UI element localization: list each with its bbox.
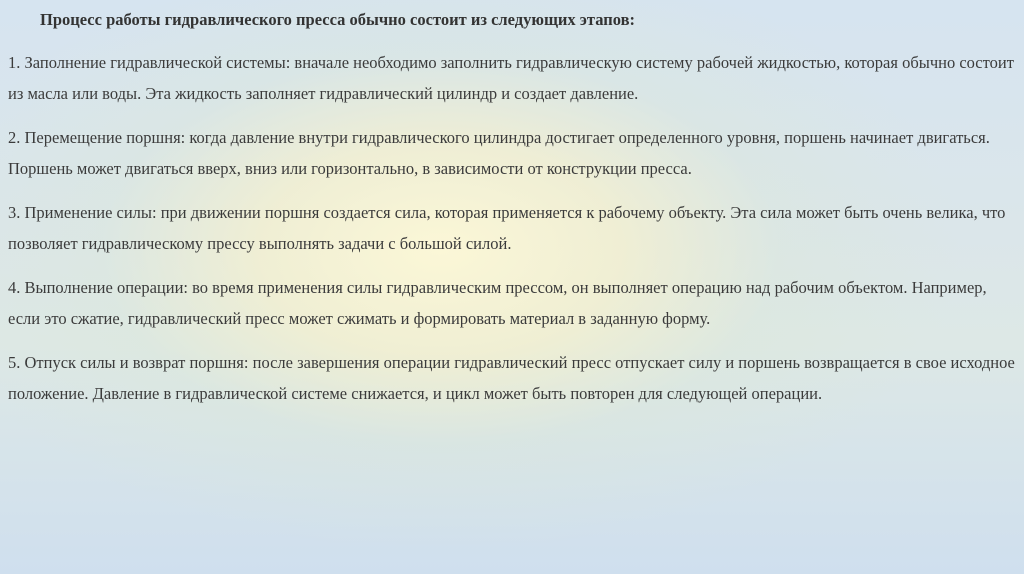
step-paragraph-4: 4. Выполнение операции: во время применения силы гидравлическим прессом, он выполняет операцию над рабочим объектом. Например, если это сжатие, гидравлический пресс может сжимать и формировать материал в заданную форму. bbox=[8, 278, 987, 328]
slide-content bbox=[8, 8, 1016, 422]
slide-heading: Процесс работы гидравлического пресса обычно состоит из следующих этапов: bbox=[40, 10, 636, 29]
step-paragraph-5: 5. Отпуск силы и возврат поршня: после завершения операции гидравлический пресс отпускает силу и поршень возвращается в свое исходное положение. Давление в гидравлической системе снижается, и цикл может быть повторен для следующей операции. bbox=[8, 353, 1015, 403]
step-paragraph-1: 1. Заполнение гидравлической системы: вначале необходимо заполнить гидравлическую систему рабочей жидкостью, которая обычно состоит из масла или воды. Эта жидкость заполняет гидравлический цилиндр и создает давление. bbox=[8, 53, 1014, 103]
step-paragraph-2: 2. Перемещение поршня: когда давление внутри гидравлического цилиндра достигает определенного уровня, поршень начинает двигаться. Поршень может двигаться вверх, вниз или горизонтально, в зависимости от конструкции пресса. bbox=[8, 128, 990, 178]
step-paragraph-3: 3. Применение силы: при движении поршня создается сила, которая применяется к рабочему объекту. Эта сила может быть очень велика, что позволяет гидравлическому прессу выполнять задачи с большой силой. bbox=[8, 203, 1006, 253]
